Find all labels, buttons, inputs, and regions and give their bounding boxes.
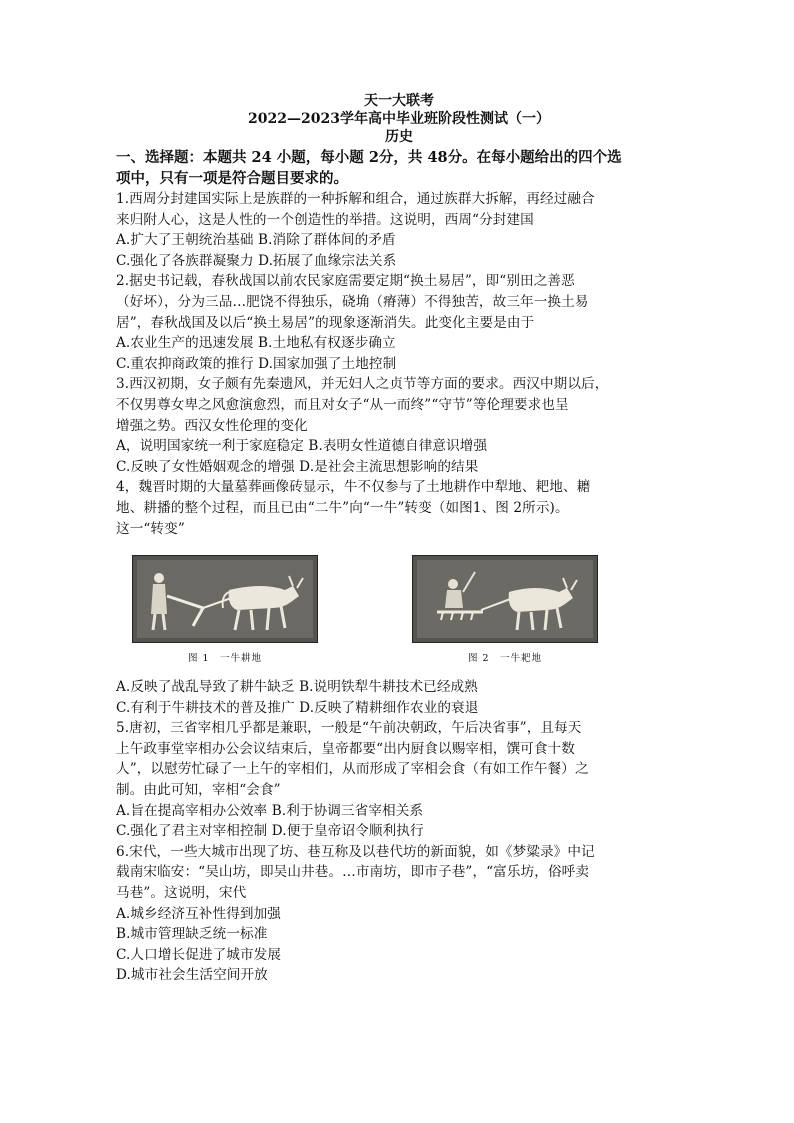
exam-name: 天一大联考 [364,93,434,109]
option-line: C.强化了君主对宰相控制 D.便于皇帝诏令顺利执行 [116,823,424,840]
question-stem: 载南宋临安：“吴山坊，即吴山井巷。…市南坊，即市子巷”，“富乐坊，俗呼卖 [116,864,590,881]
question-6 [116,842,682,986]
question-stem: 制。由此可知，宰相“会食” [116,782,281,799]
figure-row [116,555,682,673]
option-line: C.有利于牛耕技术的普及推广 D.反映了精耕细作农业的衰退 [116,699,479,716]
subject-title: 历史 [385,129,413,145]
question-stem: 5.唐初，三省宰相几乎都是兼职，一般是“午前决朝政，午后决省事”，且每天 [116,720,582,737]
option-line: C.重农抑商政策的推行 D.国家加强了土地控制 [116,355,397,372]
section-heading-line: 项中，只有一项是符合题目要求的。 [116,169,348,187]
question-stem: 人”，以慰劳忙碌了一上午的宰相们，从而形成了宰相会食（有如工作午餐）之 [116,761,589,778]
ox-plowing-image [132,555,318,643]
section-heading-line: 一、选择题：本题共 24 小题，每小题 2分，共 48分。在每小题给出的四个选 [116,149,622,166]
question-stem: 居”，春秋战国及以后“换土易居”的现象逐渐消失。此变化主要是由于 [116,314,535,331]
question-stem: 来归附人心，这是人性的一个创造性的举措。这说明，西周“分封建国 [116,211,534,228]
question-stem: 增强之势。西汉女性伦理的变化 [116,417,308,434]
option-d: D.城市社会生活空间开放 [116,967,268,984]
option-line: A.反映了战乱导致了耕牛缺乏 B.说明铁犁牛耕技术已经成熟 [116,679,478,696]
option-line: C.强化了各族群凝聚力 D.拓展了血缘宗法关系 [116,252,397,269]
question-stem: 不仅男尊女卑之风愈演愈烈，而且对女子“从一而终”“守节”等伦理要求也呈 [116,396,569,413]
question-stem: （好坏），分为三品…肥饶不得独乐，硗埆（瘠薄）不得独苦，故三年一换土易 [116,293,589,310]
option-b: B.城市管理缺乏统一标准 [116,926,268,943]
option-line: C.反映了女性婚姻观念的增强 D.是社会主流思想影响的结果 [116,458,479,475]
option-a: A.城乡经济互补性得到加强 [116,905,281,922]
option-line: A，说明国家统一利于家庭稳定 B.表明女性道德自律意识增强 [116,438,488,455]
question-1 [116,189,682,271]
question-4 [116,477,682,718]
exam-page [116,92,682,986]
question-stem: 3.西汉初期，女子颇有先秦遗风，并无妇人之贞节等方面的要求。西汉中期以后， [116,376,609,393]
question-stem: 马巷”。这说明，宋代 [116,885,247,902]
option-line: A.旨在提高宰相办公效率 B.利于协调三省宰相关系 [116,802,424,819]
question-stem: 6.宋代，一些大城市出现了坊、巷互称及以巷代坊的新面貌，如《梦粱录》中记 [116,843,595,860]
exam-title: 2022—2023学年高中毕业班阶段性测试（一） [248,111,550,127]
question-stem: 这一“转变” [116,520,185,537]
section-heading [116,148,682,189]
question-stem: 上午政事堂宰相办公会议结束后，皇帝都要“出内厨食以赐宰相，馔可食十数 [116,740,575,757]
figure-1 [132,555,318,664]
question-stem: 2.据史书记载，春秋战国以前农民家庭需要定期“换土易居”，即“别田之善恶 [116,273,575,290]
option-line: A.扩大了王朝统治基础 B.消除了群体间的矛盾 [116,232,396,249]
option-c: C.人口增长促进了城市发展 [116,946,282,963]
figure-caption: 图 2 一牛耙地 [467,653,543,665]
question-5 [116,718,682,842]
ox-harrowing-image [412,555,598,643]
question-stem: 4，魏晋时期的大量墓葬画像砖显示，牛不仅参与了土地耕作中犁地、耙地、耱 [116,479,591,496]
figure-caption: 图 1 一牛耕地 [187,653,263,665]
question-stem: 地、耕播的整个过程，而且已由“二牛”向“一牛”转变（如图1、图 2所示)。 [116,499,569,516]
question-2 [116,271,682,374]
option-line: A.农业生产的迅速发展 B.土地私有权逐步确立 [116,335,396,352]
question-stem: 1.西周分封建国实际上是族群的一种拆解和组合，通过族群大拆解，再经过融合 [116,191,595,207]
figure-2 [412,555,598,664]
question-3 [116,374,682,477]
